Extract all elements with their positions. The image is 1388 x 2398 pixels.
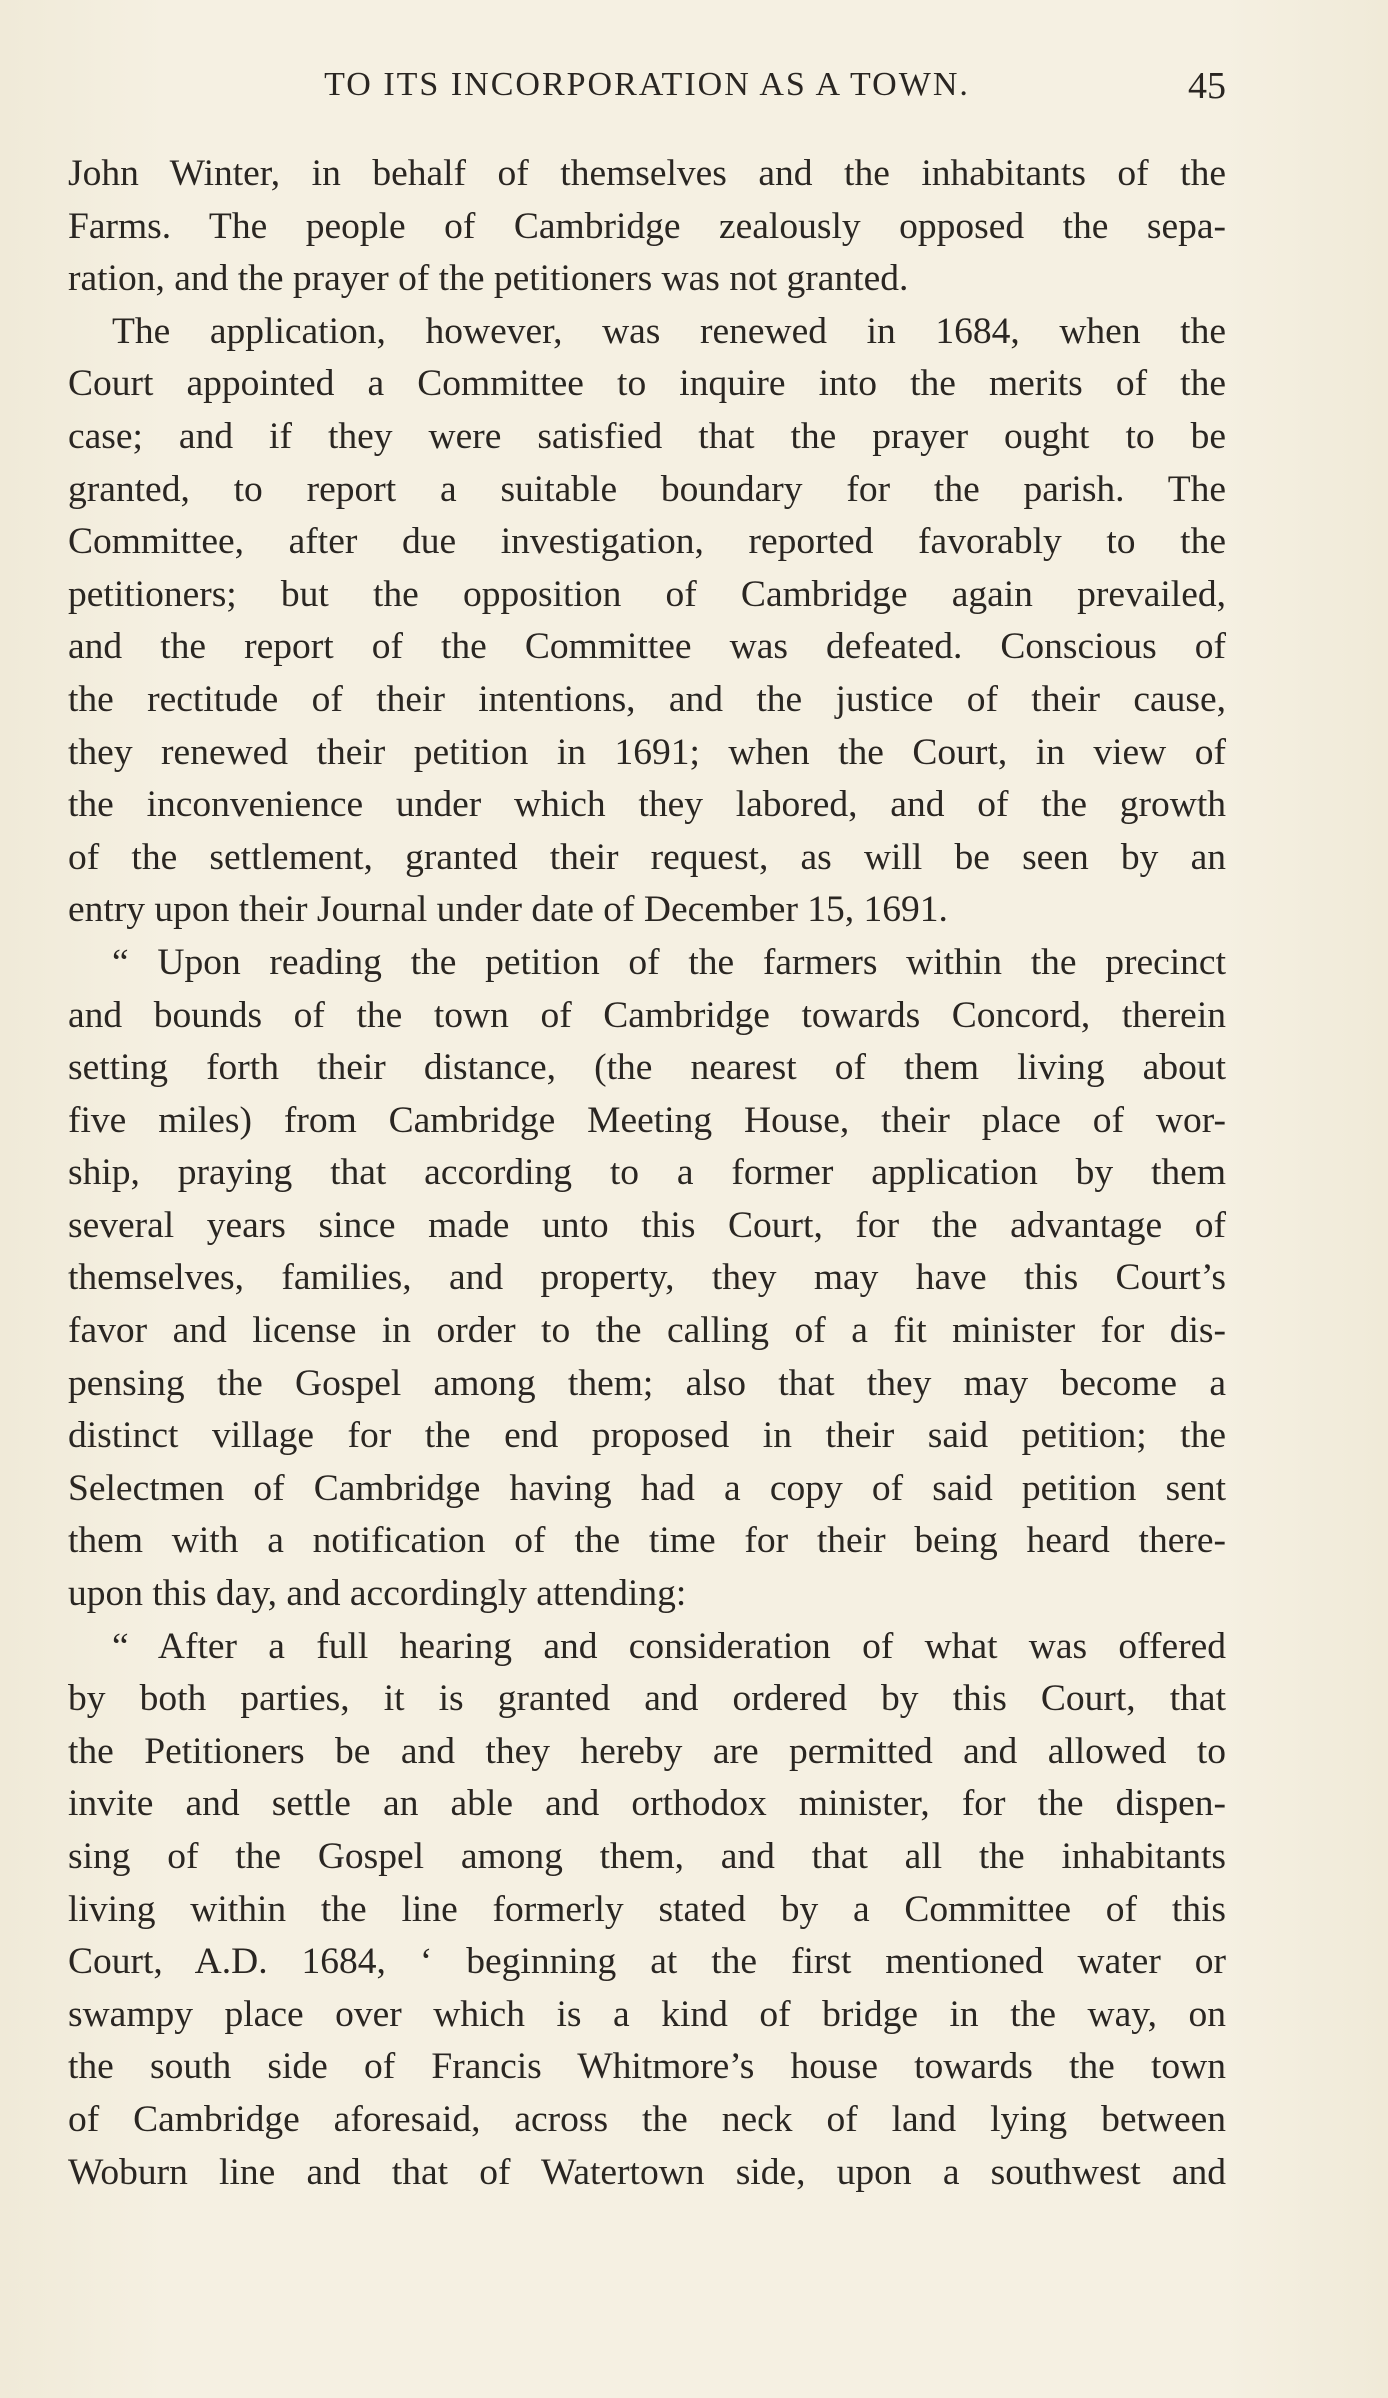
text-line: five miles) from Cambridge Meeting House, their place of wor- <box>68 1099 1226 1141</box>
text-line: by both parties, it is granted and ordered by this Court, that <box>68 1678 1226 1720</box>
text-line: living within the line formerly stated by a Committee of this <box>68 1888 1226 1930</box>
text-line: The application, however, was renewed in 1684, when the <box>112 310 1226 352</box>
text-line: distinct village for the end proposed in their said petition; the <box>68 1415 1226 1457</box>
text-line: Farms. The people of Cambridge zealously opposed the sepa- <box>68 205 1226 247</box>
page-number: 45 <box>1188 65 1226 107</box>
text-line: they renewed their petition in 1691; when the Court, in view of <box>68 731 1226 773</box>
text-line: “ After a full hearing and consideration of what was offered <box>112 1625 1226 1667</box>
text-line: Committee, after due investigation, reported favorably to the <box>68 521 1226 563</box>
text-line: favor and license in order to the calling of a fit minister for dis- <box>68 1310 1226 1352</box>
text-line: Selectmen of Cambridge having had a copy of said petition sent <box>68 1467 1226 1509</box>
text-line: Court appointed a Committee to inquire into the merits of the <box>68 363 1226 405</box>
running-title: TO ITS INCORPORATION AS A TOWN. <box>324 66 970 103</box>
text-line: of Cambridge aforesaid, across the neck of land lying between <box>68 2098 1226 2140</box>
text-line: swampy place over which is a kind of bridge in the way, on <box>68 1993 1226 2035</box>
text-line: setting forth their distance, (the nearest of them living about <box>68 1047 1226 1089</box>
text-line: case; and if they were satisfied that the prayer ought to be <box>68 415 1226 457</box>
text-line: entry upon their Journal under date of December 15, 1691. <box>68 889 948 931</box>
text-line: invite and settle an able and orthodox minister, for the dispen- <box>68 1783 1226 1825</box>
text-line: pensing the Gospel among them; also that they may become a <box>68 1362 1226 1404</box>
text-line: them with a notification of the time for their being heard there- <box>68 1520 1226 1562</box>
text-line: themselves, families, and property, they may have this Court’s <box>68 1257 1226 1299</box>
text-line: of the settlement, granted their request, as will be seen by an <box>68 836 1226 878</box>
text-line: ration, and the prayer of the petitioners was not granted. <box>68 258 909 300</box>
text-line: the rectitude of their intentions, and the justice of their cause, <box>68 678 1226 720</box>
text-line: upon this day, and accordingly attending: <box>68 1573 687 1615</box>
text-line: and bounds of the town of Cambridge towards Concord, therein <box>68 994 1226 1036</box>
text-line: John Winter, in behalf of themselves and the inhabitants of the <box>68 153 1226 194</box>
text-line: Woburn line and that of Watertown side, upon a southwest and <box>68 2151 1226 2193</box>
text-line: “ Upon reading the petition of the farmers within the precinct <box>112 941 1226 983</box>
body-text <box>68 148 1226 2199</box>
text-line: petitioners; but the opposition of Cambridge again prevailed, <box>68 573 1226 615</box>
page-header <box>68 58 1226 118</box>
text-line: Court, A.D. 1684, ‘ beginning at the first mentioned water or <box>68 1941 1226 1983</box>
text-line: ship, praying that according to a former application by them <box>68 1152 1226 1194</box>
text-line: the Petitioners be and they hereby are permitted and allowed to <box>68 1730 1226 1772</box>
text-line: and the report of the Committee was defeated. Conscious of <box>68 626 1226 668</box>
text-line: the south side of Francis Whitmore’s house towards the town <box>68 2046 1226 2088</box>
text-line: the inconvenience under which they labored, and of the growth <box>68 784 1226 826</box>
text-line: several years since made unto this Court, for the advantage of <box>68 1204 1226 1246</box>
text-line: granted, to report a suitable boundary for the parish. The <box>68 468 1226 510</box>
text-line: sing of the Gospel among them, and that all the inhabitants <box>68 1836 1226 1877</box>
